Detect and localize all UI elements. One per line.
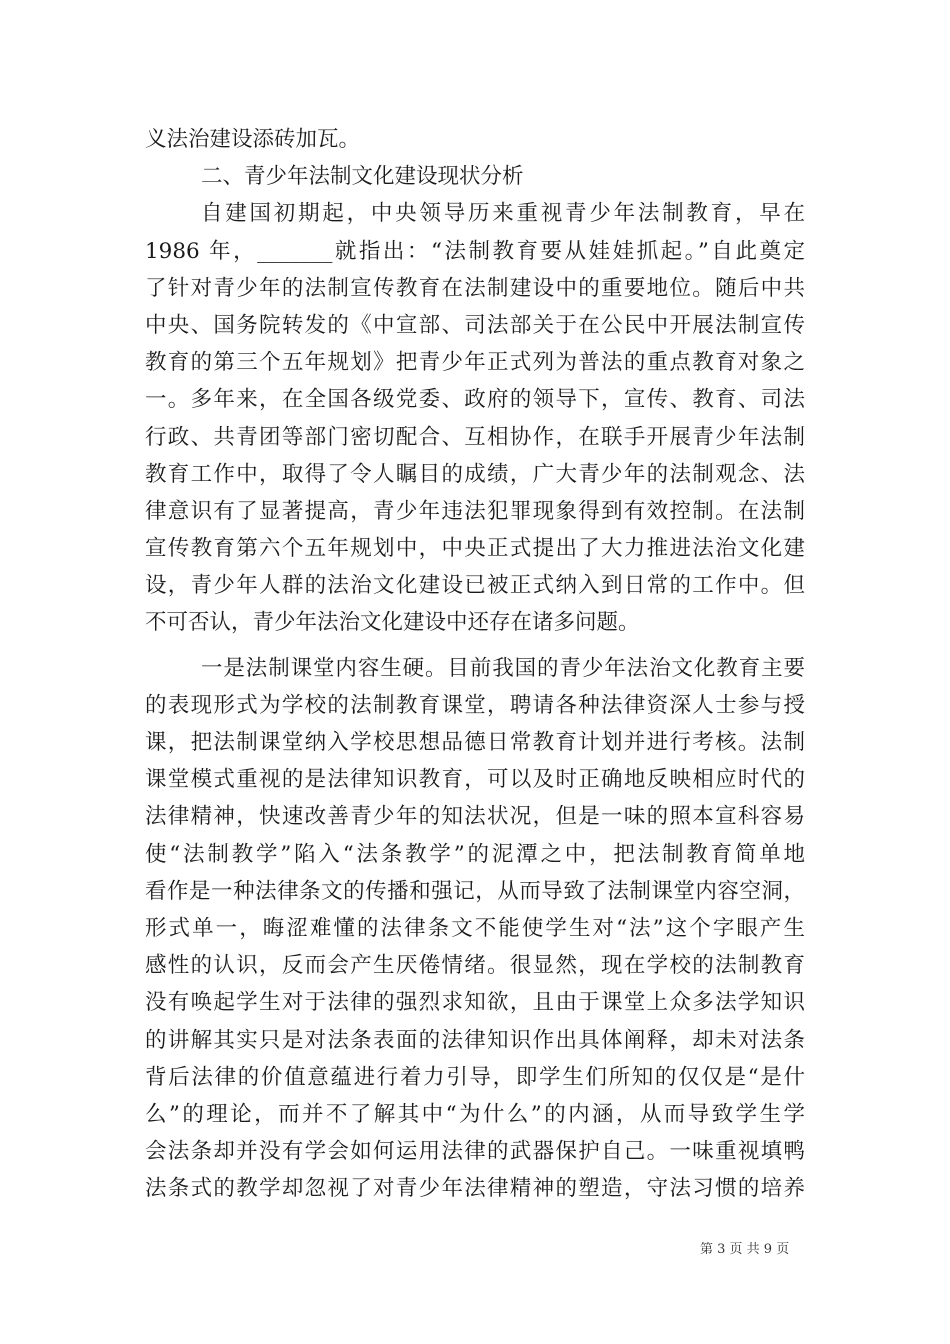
text-line: 使“法制教学”陷入“法条教学”的泥潭之中，把法制教育简单地 — [145, 841, 805, 867]
text-line: 法条式的教学却忽视了对青少年法律精神的塑造，守法习惯的培养 — [145, 1176, 805, 1202]
text-line: 宣传教育第六个五年规划中，中央正式提出了大力推进法治文化建 — [145, 536, 805, 562]
text-line: 律意识有了显著提高，青少年违法犯罪现象得到有效控制。在法制 — [145, 498, 805, 524]
text-line: 课，把法制课堂纳入学校思想品德日常教育计划并进行考核。法制 — [145, 730, 805, 755]
text-line: 二、青少年法制文化建设现状分析 — [201, 164, 524, 190]
page-number: 第 3 页 共 9 页 — [700, 1242, 790, 1257]
paragraph-gap — [145, 642, 805, 650]
text-line: 背后法律的价值意蕴进行着力引导，即学生们所知的仅仅是“是什 — [145, 1064, 805, 1090]
paragraph — [145, 121, 805, 158]
text-line: 的表现形式为学校的法制教育课堂，聘请各种法律资深人士参与授 — [145, 692, 805, 718]
text-line: 一是法制课堂内容生硬。目前我国的青少年法治文化教育主要 — [201, 655, 805, 681]
text-line: 形式单一，晦涩难懂的法律条文不能使学生对“法”这个字眼产生 — [145, 915, 805, 941]
text-line: 不可否认，青少年法治文化建设中还存在诸多问题。 — [145, 610, 640, 636]
paragraph — [145, 650, 805, 1208]
text-line: 一。多年来，在全国各级党委、政府的领导下，宣传、教育、司法 — [145, 387, 805, 413]
document-body — [145, 121, 805, 1207]
text-line: 行政、共青团等部门密切配合、互相协作，在联手开展青少年法制 — [145, 424, 805, 450]
text-line: 设，青少年人群的法治文化建设已被正式纳入到日常的工作中。但 — [145, 573, 805, 599]
text-line: 教育的第三个五年规划》把青少年正式列为普法的重点教育对象之 — [145, 350, 805, 376]
text-line: 的讲解其实只是对法条表面的法律知识作出具体阐释，却未对法条 — [145, 1027, 805, 1053]
text-line: 了针对青少年的法制宣传教育在法制建设中的重要地位。随后中共 — [145, 275, 805, 301]
text-line: 感性的认识，反而会产生厌倦情绪。很显然，现在学校的法制教育 — [145, 953, 805, 979]
text-line: 课堂模式重视的是法律知识教育，可以及时正确地反映相应时代的 — [145, 767, 805, 793]
text-line: 会法条却并没有学会如何运用法律的武器保护自己。一味重视填鸭 — [145, 1139, 805, 1165]
text-line: 中央、国务院转发的《中宣部、司法部关于在公民中开展法制宣传 — [145, 312, 805, 338]
text-line: 教育工作中，取得了令人瞩目的成绩，广大青少年的法制观念、法 — [145, 461, 805, 487]
text-line: 看作是一种法律条文的传播和强记，从而导致了法制课堂内容空洞， — [145, 878, 805, 904]
text-line: 没有唤起学生对于法律的强烈求知欲，且由于课堂上众多法学知识 — [145, 990, 805, 1016]
text-line: 1986 年，_______就指出：“法制教育要从娃娃抓起。”自此奠定 — [145, 238, 805, 264]
section-heading — [145, 158, 805, 195]
paragraph — [145, 195, 805, 641]
text-line: 自建国初期起，中央领导历来重视青少年法制教育，早在 — [201, 201, 805, 227]
text-line: 义法治建设添砖加瓦。 — [145, 127, 361, 152]
text-line: 么”的理论，而并不了解其中“为什么”的内涵，从而导致学生学 — [145, 1101, 805, 1127]
text-line: 法律精神，快速改善青少年的知法状况，但是一味的照本宣科容易 — [145, 804, 805, 830]
